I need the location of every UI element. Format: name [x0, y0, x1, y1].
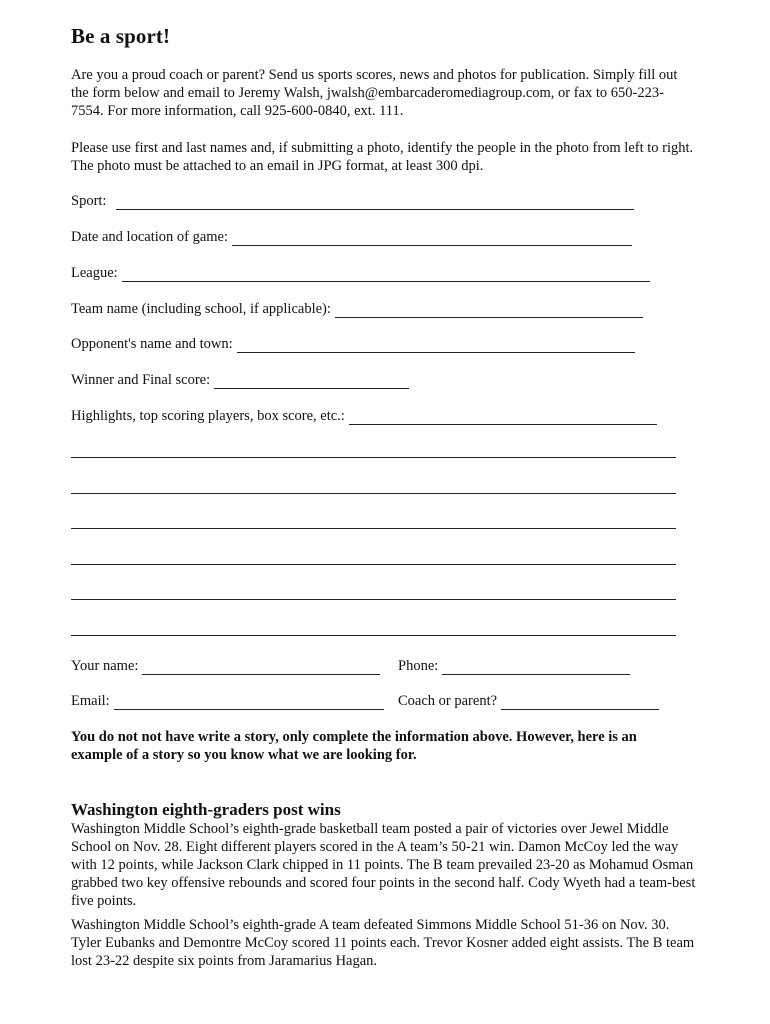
highlights-line-6[interactable] [71, 635, 676, 636]
date-location-input-line[interactable] [232, 230, 632, 246]
highlights-field [71, 407, 657, 425]
team-name-label: Team name (including school, if applicable): [71, 301, 331, 317]
date-location-field [71, 228, 632, 246]
highlights-line-3[interactable] [71, 528, 676, 529]
coach-parent-label: Coach or parent? [398, 693, 498, 709]
opponent-field [71, 335, 635, 353]
winner-score-input-line[interactable] [214, 373, 409, 389]
story-note: You do not not have write a story, only complete the information above. However, here is an example of a story so you know what we are looking for. [71, 729, 637, 763]
highlights-label: Highlights, top scoring players, box score, etc.: [71, 408, 345, 424]
coach-parent-input-line[interactable] [501, 694, 659, 710]
team-name-input-line[interactable] [335, 302, 643, 318]
email-field [71, 692, 384, 710]
your-name-input-line[interactable] [142, 659, 380, 675]
instructions-paragraph: Please use first and last names and, if submitting a photo, identify the people in the photo from left to right. The photo must be attached to an email in JPG format, at least 300 dpi. [71, 140, 694, 174]
team-name-field [71, 300, 643, 318]
highlights-input-line[interactable] [349, 409, 657, 425]
highlights-line-1[interactable] [71, 457, 676, 458]
league-label: League: [71, 265, 118, 281]
story-paragraph-1: Washington Middle School’s eighth-grade basketball team posted a pair of victories over Jewel Middle School on Nov. 28. Eight different players scored in the A team’s 50-21 win. Damon McCoy led the way with 12 points, while Jackson Clark chipped in 11 points. The B team prevailed 23-20 as Mohamud Osman grabbed two key offensive rebounds and scored four points in the second half. Cody Wyeth had a team-best five points. [71, 821, 696, 909]
league-field [71, 264, 650, 282]
winner-score-label: Winner and Final score: [71, 372, 211, 388]
highlights-line-2[interactable] [71, 493, 676, 494]
phone-input-line[interactable] [442, 659, 630, 675]
your-name-field [71, 657, 380, 675]
email-label: Email: [71, 693, 110, 709]
coach-parent-field [398, 692, 659, 710]
email-input-line[interactable] [114, 694, 384, 710]
sport-field [71, 192, 634, 210]
league-input-line[interactable] [122, 266, 650, 282]
intro-paragraph: Are you a proud coach or parent? Send us sports scores, news and photos for publication. Simply fill out the form below and email to Jeremy Walsh, jwalsh@embarcaderomediagroup.com, or fax to 650-223-7554. For more information, call 925-600-0840, ext. 111. [71, 67, 678, 119]
opponent-label: Opponent's name and town: [71, 336, 233, 352]
winner-score-field [71, 371, 409, 389]
highlights-line-4[interactable] [71, 564, 676, 565]
date-location-label: Date and location of game: [71, 229, 229, 245]
sport-label: Sport: [71, 193, 107, 209]
opponent-input-line[interactable] [237, 337, 635, 353]
page-title: Be a sport! [71, 24, 171, 48]
sport-input-line[interactable] [116, 194, 634, 210]
your-name-label: Your name: [71, 658, 139, 674]
story-headline: Washington eighth-graders post wins [71, 800, 341, 819]
highlights-line-5[interactable] [71, 599, 676, 600]
story-paragraph-2: Washington Middle School’s eighth-grade A team defeated Simmons Middle School 51-36 on Nov. 30. Tyler Eubanks and Demontre McCoy scored 11 points each. Trevor Kosner added eight assists. The B team lost 23-22 despite six points from Jaramarius Hagan. [71, 917, 695, 969]
phone-field [398, 657, 630, 675]
phone-label: Phone: [398, 658, 439, 674]
